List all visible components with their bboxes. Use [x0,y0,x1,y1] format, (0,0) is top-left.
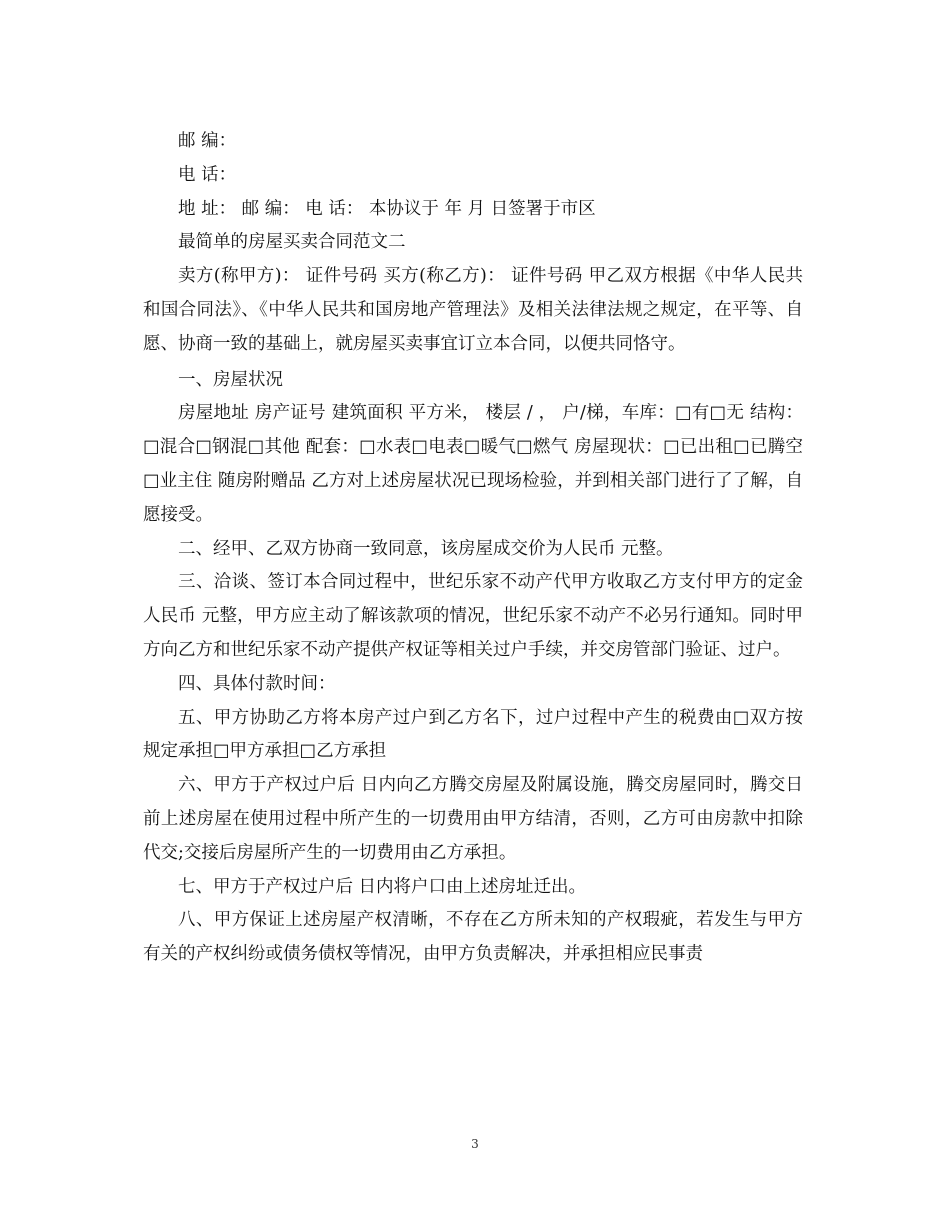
page-number: 3 [471,1137,479,1151]
postal-code-line: 邮 编： [178,131,237,151]
clause-2-paragraph: 二、经甲、乙双方协商一致同意，该房屋成交价为人民币 元整。 [178,538,674,559]
clause-8-paragraph: 八、甲方保证上述房屋产权清晰，不存在乙方所未知的产权瑕疵，若发生与甲方有关的产权纠纷或债务债权等情况，由甲方负责解决，并承担相应民事责 [143,910,803,965]
phone-line: 电 话： [178,164,237,185]
clause-4-paragraph: 四、具体付款时间： [178,673,336,694]
clause-5-paragraph: 五、甲方协助乙方将本房产过户到乙方名下，过户过程中产生的税费由□双方按规定承担□甲方承担□乙方承担 [143,707,803,762]
address-signing-line: 地 址： 邮 编： 电 话： 本协议于 年 月 日签署于市区 [178,198,596,219]
section-title: 最简单的房屋买卖合同范文二 [178,232,406,253]
clause-1-heading: 一、房屋状况 [178,369,283,390]
clause-6-paragraph: 六、甲方于产权过户后 日内向乙方腾交房屋及附属设施，腾交房屋同时，腾交日前上述房屋在使用过程中所产生的一切费用由甲方结清，否则，乙方可由房款中扣除代交;交接后房屋所产生的一切费用由乙方承担。 [143,775,803,863]
house-details-paragraph: 房屋地址 房产证号 建筑面积 平方米， 楼层 / ， 户/梯，车库：□有□无 结构：□混合□钢混□其他 配套：□水表□电表□暖气□燃气 房屋现状：□已出租□已腾空□业主住 随房附赠品 乙方对上述房屋状况已现场检验，并到相关部门进行了了解，自愿接受。 [143,403,803,525]
document-body [143,125,803,972]
clause-7-paragraph: 七、甲方于产权过户后 日内将户口由上述房址迁出。 [178,876,587,897]
parties-paragraph: 卖方(称甲方)： 证件号码 买方(称乙方)： 证件号码 甲乙双方根据《中华人民共和国合同法》、《中华人民共和国房地产管理法》及相关法律法规之规定，在平等、自愿、协商一致的基础上，就房屋买卖事宜订立本合同，以便共同恪守。 [143,266,803,354]
clause-3-paragraph: 三、洽谈、签订本合同过程中，世纪乐家不动产代甲方收取乙方支付甲方的定金人民币 元整，甲方应主动了解该款项的情况，世纪乐家不动产不必另行通知。同时甲方向乙方和世纪乐家不动产提供产权证等相关过户手续，并交房管部门验证、过户。 [143,572,803,660]
